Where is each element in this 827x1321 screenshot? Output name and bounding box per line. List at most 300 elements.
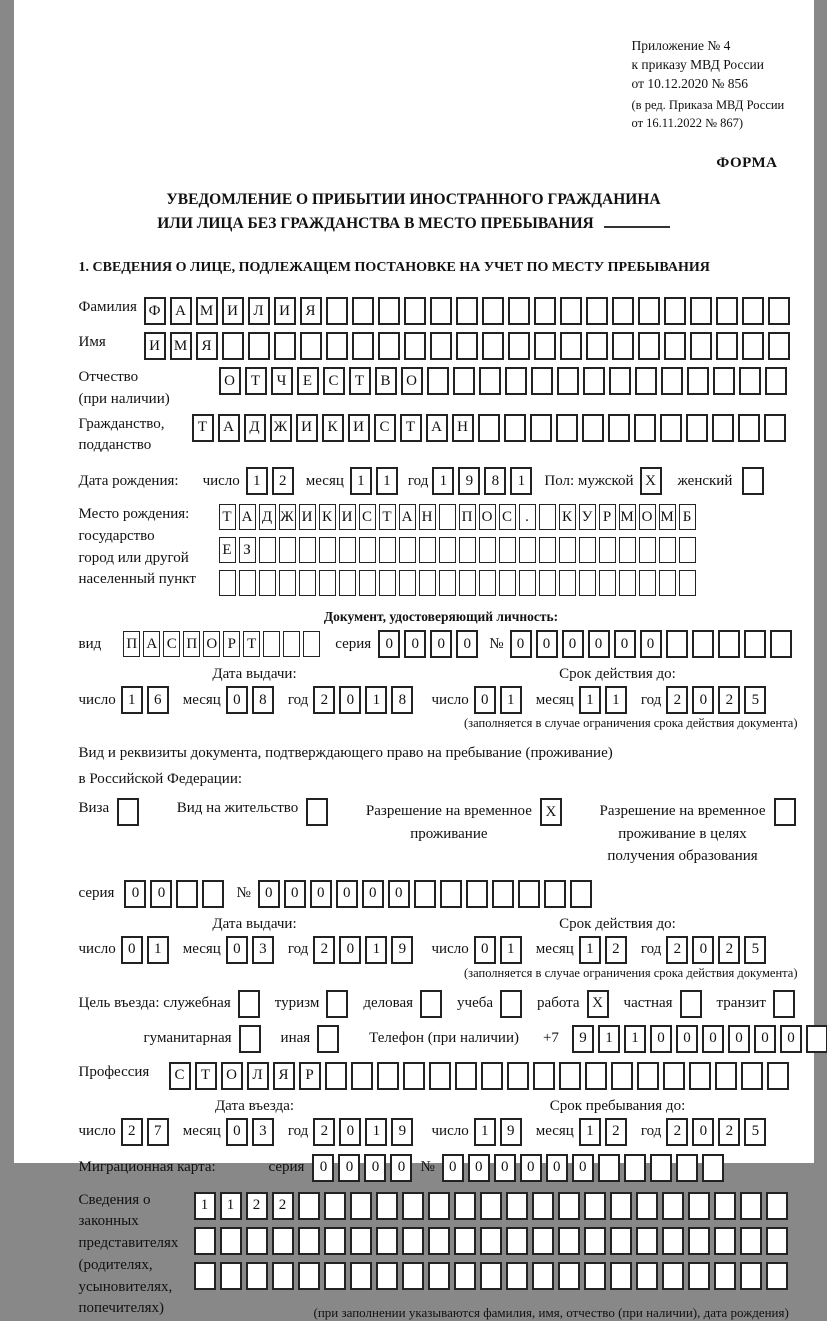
char-box[interactable]: 0 (520, 1154, 542, 1182)
char-box[interactable] (766, 1227, 788, 1255)
char-box[interactable]: Т (243, 631, 260, 657)
doc-valid-year-boxes[interactable] (666, 686, 770, 714)
char-box[interactable]: 5 (744, 936, 766, 964)
char-box[interactable] (351, 1062, 373, 1090)
char-box[interactable] (239, 1025, 261, 1053)
birth-day-boxes[interactable] (246, 467, 298, 495)
char-box[interactable] (740, 1227, 762, 1255)
birth-month-boxes[interactable] (350, 467, 402, 495)
char-box[interactable] (742, 332, 764, 360)
char-box[interactable] (583, 367, 605, 395)
char-box[interactable]: 2 (121, 1118, 143, 1146)
char-box[interactable] (326, 297, 348, 325)
char-box[interactable]: П (123, 631, 140, 657)
char-box[interactable]: А (239, 504, 256, 530)
purpose-official-checkbox[interactable] (238, 990, 264, 1018)
char-box[interactable] (440, 880, 462, 908)
char-box[interactable] (534, 332, 556, 360)
char-box[interactable]: Е (219, 537, 236, 563)
char-box[interactable] (259, 537, 276, 563)
char-box[interactable] (379, 570, 396, 596)
char-box[interactable] (246, 1227, 268, 1255)
char-box[interactable] (283, 631, 300, 657)
char-box[interactable] (768, 332, 790, 360)
char-box[interactable] (558, 1262, 580, 1290)
char-box[interactable]: 1 (121, 686, 143, 714)
permit-valid-month-boxes[interactable] (579, 936, 631, 964)
char-box[interactable]: А (426, 414, 448, 442)
surname-boxes[interactable] (144, 297, 794, 325)
char-box[interactable] (219, 570, 236, 596)
char-box[interactable] (635, 367, 657, 395)
char-box[interactable] (378, 297, 400, 325)
char-box[interactable] (439, 570, 456, 596)
char-box[interactable] (599, 570, 616, 596)
char-box[interactable] (599, 537, 616, 563)
char-box[interactable]: 0 (468, 1154, 490, 1182)
char-box[interactable] (687, 367, 709, 395)
doc-issue-month-boxes[interactable] (226, 686, 278, 714)
char-box[interactable]: 0 (338, 1154, 360, 1182)
char-box[interactable]: Р (223, 631, 240, 657)
char-box[interactable]: 0 (640, 630, 662, 658)
char-box[interactable] (766, 1192, 788, 1220)
char-box[interactable]: 1 (220, 1192, 242, 1220)
char-box[interactable]: К (319, 504, 336, 530)
char-box[interactable] (638, 332, 660, 360)
char-box[interactable] (557, 367, 579, 395)
char-box[interactable]: 2 (666, 686, 688, 714)
char-box[interactable] (716, 297, 738, 325)
char-box[interactable] (459, 570, 476, 596)
char-box[interactable] (519, 537, 536, 563)
char-box[interactable] (679, 537, 696, 563)
char-box[interactable] (662, 1262, 684, 1290)
char-box[interactable]: Р (599, 504, 616, 530)
char-box[interactable]: 0 (226, 686, 248, 714)
char-box[interactable]: 0 (226, 1118, 248, 1146)
char-box[interactable] (702, 1154, 724, 1182)
char-box[interactable] (531, 367, 553, 395)
char-box[interactable]: 0 (121, 936, 143, 964)
char-box[interactable] (299, 570, 316, 596)
char-box[interactable] (399, 537, 416, 563)
char-box[interactable] (714, 1262, 736, 1290)
char-box[interactable]: 1 (579, 686, 601, 714)
char-box[interactable]: 0 (546, 1154, 568, 1182)
char-box[interactable]: 8 (252, 686, 274, 714)
char-box[interactable] (559, 1062, 581, 1090)
representatives-boxes-row2[interactable] (194, 1227, 792, 1255)
char-box[interactable] (430, 332, 452, 360)
char-box[interactable] (481, 1062, 503, 1090)
char-box[interactable]: 0 (390, 1154, 412, 1182)
char-box[interactable] (634, 414, 656, 442)
doc-issue-day-boxes[interactable] (121, 686, 173, 714)
char-box[interactable]: С (374, 414, 396, 442)
permit-valid-day-boxes[interactable] (474, 936, 526, 964)
char-box[interactable] (639, 570, 656, 596)
profession-boxes[interactable] (169, 1062, 793, 1090)
temp-residence-edu-checkbox[interactable] (774, 798, 800, 826)
char-box[interactable] (715, 1062, 737, 1090)
char-box[interactable]: 1 (510, 467, 532, 495)
char-box[interactable]: 9 (391, 1118, 413, 1146)
char-box[interactable] (414, 880, 436, 908)
char-box[interactable] (506, 1227, 528, 1255)
char-box[interactable] (806, 1025, 827, 1053)
doc-issue-year-boxes[interactable] (313, 686, 417, 714)
char-box[interactable]: Т (195, 1062, 217, 1090)
char-box[interactable] (428, 1192, 450, 1220)
char-box[interactable] (639, 537, 656, 563)
char-box[interactable]: И (274, 297, 296, 325)
char-box[interactable]: 2 (605, 936, 627, 964)
char-box[interactable] (539, 537, 556, 563)
char-box[interactable] (339, 570, 356, 596)
char-box[interactable]: 1 (500, 936, 522, 964)
char-box[interactable] (534, 297, 556, 325)
char-box[interactable] (661, 367, 683, 395)
char-box[interactable]: И (299, 504, 316, 530)
char-box[interactable] (466, 880, 488, 908)
char-box[interactable] (770, 630, 792, 658)
char-box[interactable]: 5 (744, 686, 766, 714)
char-box[interactable]: А (143, 631, 160, 657)
char-box[interactable]: З (239, 537, 256, 563)
char-box[interactable]: 2 (246, 1192, 268, 1220)
char-box[interactable]: С (499, 504, 516, 530)
char-box[interactable] (584, 1262, 606, 1290)
char-box[interactable]: Ж (279, 504, 296, 530)
char-box[interactable] (428, 1227, 450, 1255)
char-box[interactable] (608, 414, 630, 442)
char-box[interactable] (117, 798, 139, 826)
char-box[interactable] (650, 1154, 672, 1182)
char-box[interactable] (402, 1262, 424, 1290)
char-box[interactable]: И (144, 332, 166, 360)
char-box[interactable] (279, 537, 296, 563)
char-box[interactable] (479, 570, 496, 596)
char-box[interactable] (279, 570, 296, 596)
char-box[interactable]: А (218, 414, 240, 442)
char-box[interactable]: 0 (572, 1154, 594, 1182)
char-box[interactable]: Т (379, 504, 396, 530)
char-box[interactable]: 0 (588, 630, 610, 658)
char-box[interactable] (379, 537, 396, 563)
char-box[interactable] (739, 367, 761, 395)
char-box[interactable] (376, 1192, 398, 1220)
given-name-boxes[interactable] (144, 332, 794, 360)
doc-kind-boxes[interactable] (123, 631, 323, 657)
char-box[interactable] (377, 1062, 399, 1090)
char-box[interactable]: Д (259, 504, 276, 530)
char-box[interactable]: 1 (579, 936, 601, 964)
char-box[interactable] (507, 1062, 529, 1090)
char-box[interactable] (636, 1192, 658, 1220)
char-box[interactable] (350, 1192, 372, 1220)
char-box[interactable] (532, 1227, 554, 1255)
char-box[interactable]: 7 (147, 1118, 169, 1146)
char-box[interactable]: С (359, 504, 376, 530)
char-box[interactable] (378, 332, 400, 360)
char-box[interactable] (619, 537, 636, 563)
char-box[interactable]: 0 (404, 630, 426, 658)
char-box[interactable] (419, 570, 436, 596)
char-box[interactable] (560, 297, 582, 325)
char-box[interactable] (686, 414, 708, 442)
patronymic-boxes[interactable] (219, 367, 791, 395)
sex-male-checkbox[interactable] (640, 467, 666, 495)
char-box[interactable]: 9 (572, 1025, 594, 1053)
char-box[interactable]: 0 (536, 630, 558, 658)
char-box[interactable] (404, 297, 426, 325)
char-box[interactable] (504, 414, 526, 442)
char-box[interactable]: 2 (666, 936, 688, 964)
stay-year-boxes[interactable] (666, 1118, 770, 1146)
char-box[interactable] (420, 990, 442, 1018)
char-box[interactable] (664, 332, 686, 360)
char-box[interactable] (585, 1062, 607, 1090)
char-box[interactable]: X (640, 467, 662, 495)
char-box[interactable] (352, 332, 374, 360)
char-box[interactable]: 0 (728, 1025, 750, 1053)
char-box[interactable] (427, 367, 449, 395)
char-box[interactable]: О (219, 367, 241, 395)
char-box[interactable] (539, 504, 556, 530)
stay-month-boxes[interactable] (579, 1118, 631, 1146)
char-box[interactable]: 2 (718, 936, 740, 964)
birth-place-boxes-row1[interactable] (219, 504, 699, 530)
permit-issue-month-boxes[interactable] (226, 936, 278, 964)
char-box[interactable] (428, 1262, 450, 1290)
char-box[interactable]: 2 (666, 1118, 688, 1146)
char-box[interactable] (439, 537, 456, 563)
char-box[interactable]: О (639, 504, 656, 530)
char-box[interactable]: О (221, 1062, 243, 1090)
char-box[interactable] (202, 880, 224, 908)
char-box[interactable]: 2 (718, 686, 740, 714)
char-box[interactable] (248, 332, 270, 360)
char-box[interactable] (306, 798, 328, 826)
doc-valid-day-boxes[interactable] (474, 686, 526, 714)
char-box[interactable] (303, 631, 320, 657)
char-box[interactable]: 0 (430, 630, 452, 658)
char-box[interactable] (246, 1262, 268, 1290)
char-box[interactable] (664, 297, 686, 325)
char-box[interactable]: 0 (124, 880, 146, 908)
char-box[interactable] (220, 1227, 242, 1255)
purpose-study-checkbox[interactable] (500, 990, 526, 1018)
purpose-other-checkbox[interactable] (317, 1025, 343, 1053)
char-box[interactable] (454, 1192, 476, 1220)
char-box[interactable] (359, 570, 376, 596)
char-box[interactable] (556, 414, 578, 442)
char-box[interactable] (430, 297, 452, 325)
char-box[interactable]: 0 (650, 1025, 672, 1053)
char-box[interactable] (324, 1227, 346, 1255)
char-box[interactable]: 0 (692, 1118, 714, 1146)
char-box[interactable] (716, 332, 738, 360)
char-box[interactable] (636, 1227, 658, 1255)
char-box[interactable] (263, 631, 280, 657)
char-box[interactable]: X (540, 798, 562, 826)
char-box[interactable]: О (203, 631, 220, 657)
char-box[interactable]: 2 (313, 686, 335, 714)
char-box[interactable]: 0 (362, 880, 384, 908)
char-box[interactable] (325, 1062, 347, 1090)
char-box[interactable]: 0 (692, 686, 714, 714)
char-box[interactable] (767, 1062, 789, 1090)
char-box[interactable] (742, 467, 764, 495)
char-box[interactable]: А (399, 504, 416, 530)
char-box[interactable]: С (163, 631, 180, 657)
doc-series-boxes[interactable] (378, 630, 482, 658)
char-box[interactable]: 6 (147, 686, 169, 714)
migration-number-boxes[interactable] (442, 1154, 728, 1182)
char-box[interactable] (479, 537, 496, 563)
char-box[interactable]: 8 (484, 467, 506, 495)
char-box[interactable]: 2 (718, 1118, 740, 1146)
char-box[interactable]: 0 (258, 880, 280, 908)
char-box[interactable] (688, 1227, 710, 1255)
phone-boxes[interactable] (572, 1025, 827, 1053)
char-box[interactable]: М (659, 504, 676, 530)
residence-permit-checkbox[interactable] (306, 798, 332, 826)
char-box[interactable]: И (339, 504, 356, 530)
permit-issue-year-boxes[interactable] (313, 936, 417, 964)
char-box[interactable] (570, 880, 592, 908)
char-box[interactable] (582, 414, 604, 442)
char-box[interactable]: У (579, 504, 596, 530)
char-box[interactable]: М (196, 297, 218, 325)
char-box[interactable] (456, 297, 478, 325)
char-box[interactable] (419, 537, 436, 563)
char-box[interactable] (638, 297, 660, 325)
purpose-business-checkbox[interactable] (420, 990, 446, 1018)
purpose-tourism-checkbox[interactable] (326, 990, 352, 1018)
char-box[interactable]: К (559, 504, 576, 530)
char-box[interactable] (194, 1262, 216, 1290)
purpose-work-checkbox[interactable] (587, 990, 613, 1018)
char-box[interactable]: 1 (194, 1192, 216, 1220)
char-box[interactable] (774, 798, 796, 826)
char-box[interactable] (319, 570, 336, 596)
char-box[interactable] (740, 1262, 762, 1290)
char-box[interactable]: М (619, 504, 636, 530)
char-box[interactable] (680, 990, 702, 1018)
char-box[interactable] (690, 297, 712, 325)
sex-female-checkbox[interactable] (742, 467, 768, 495)
char-box[interactable] (499, 570, 516, 596)
char-box[interactable] (663, 1062, 685, 1090)
representatives-boxes-row1[interactable] (194, 1192, 792, 1220)
char-box[interactable] (636, 1262, 658, 1290)
char-box[interactable]: Я (196, 332, 218, 360)
char-box[interactable] (584, 1227, 606, 1255)
char-box[interactable]: 0 (378, 630, 400, 658)
char-box[interactable]: 2 (605, 1118, 627, 1146)
char-box[interactable] (609, 367, 631, 395)
char-box[interactable]: 8 (391, 686, 413, 714)
char-box[interactable]: Т (400, 414, 422, 442)
char-box[interactable]: С (169, 1062, 191, 1090)
char-box[interactable]: 3 (252, 1118, 274, 1146)
char-box[interactable]: 0 (474, 686, 496, 714)
char-box[interactable] (454, 1262, 476, 1290)
char-box[interactable]: 1 (246, 467, 268, 495)
char-box[interactable]: 0 (442, 1154, 464, 1182)
char-box[interactable] (637, 1062, 659, 1090)
entry-day-boxes[interactable] (121, 1118, 173, 1146)
char-box[interactable] (619, 570, 636, 596)
char-box[interactable] (403, 1062, 425, 1090)
char-box[interactable]: Т (349, 367, 371, 395)
char-box[interactable] (532, 1262, 554, 1290)
char-box[interactable] (558, 1192, 580, 1220)
char-box[interactable] (765, 367, 787, 395)
char-box[interactable] (239, 570, 256, 596)
migration-series-boxes[interactable] (312, 1154, 416, 1182)
char-box[interactable] (402, 1227, 424, 1255)
char-box[interactable]: Р (299, 1062, 321, 1090)
char-box[interactable] (610, 1192, 632, 1220)
char-box[interactable] (399, 570, 416, 596)
char-box[interactable] (740, 1192, 762, 1220)
char-box[interactable] (326, 332, 348, 360)
char-box[interactable]: Ч (271, 367, 293, 395)
char-box[interactable] (690, 332, 712, 360)
char-box[interactable] (533, 1062, 555, 1090)
char-box[interactable] (324, 1262, 346, 1290)
char-box[interactable] (259, 570, 276, 596)
char-box[interactable] (176, 880, 198, 908)
char-box[interactable] (659, 537, 676, 563)
purpose-transit-checkbox[interactable] (773, 990, 799, 1018)
char-box[interactable]: 0 (702, 1025, 724, 1053)
char-box[interactable] (579, 537, 596, 563)
char-box[interactable] (506, 1192, 528, 1220)
char-box[interactable]: Л (247, 1062, 269, 1090)
char-box[interactable] (359, 537, 376, 563)
char-box[interactable] (479, 367, 501, 395)
char-box[interactable] (376, 1227, 398, 1255)
char-box[interactable]: И (296, 414, 318, 442)
char-box[interactable]: 3 (252, 936, 274, 964)
char-box[interactable] (492, 880, 514, 908)
char-box[interactable] (439, 504, 456, 530)
birth-year-boxes[interactable] (432, 467, 536, 495)
char-box[interactable]: 1 (579, 1118, 601, 1146)
char-box[interactable] (713, 367, 735, 395)
permit-series-boxes[interactable] (124, 880, 228, 908)
char-box[interactable] (298, 1227, 320, 1255)
char-box[interactable]: 0 (364, 1154, 386, 1182)
char-box[interactable]: 0 (312, 1154, 334, 1182)
char-box[interactable]: 0 (339, 936, 361, 964)
char-box[interactable]: 1 (474, 1118, 496, 1146)
char-box[interactable] (238, 990, 260, 1018)
char-box[interactable] (714, 1227, 736, 1255)
birth-place-boxes-row3[interactable] (219, 570, 699, 596)
char-box[interactable]: 0 (676, 1025, 698, 1053)
char-box[interactable] (339, 537, 356, 563)
char-box[interactable]: 1 (432, 467, 454, 495)
char-box[interactable] (298, 1262, 320, 1290)
char-box[interactable]: 0 (339, 1118, 361, 1146)
char-box[interactable] (480, 1192, 502, 1220)
char-box[interactable]: 1 (350, 467, 372, 495)
